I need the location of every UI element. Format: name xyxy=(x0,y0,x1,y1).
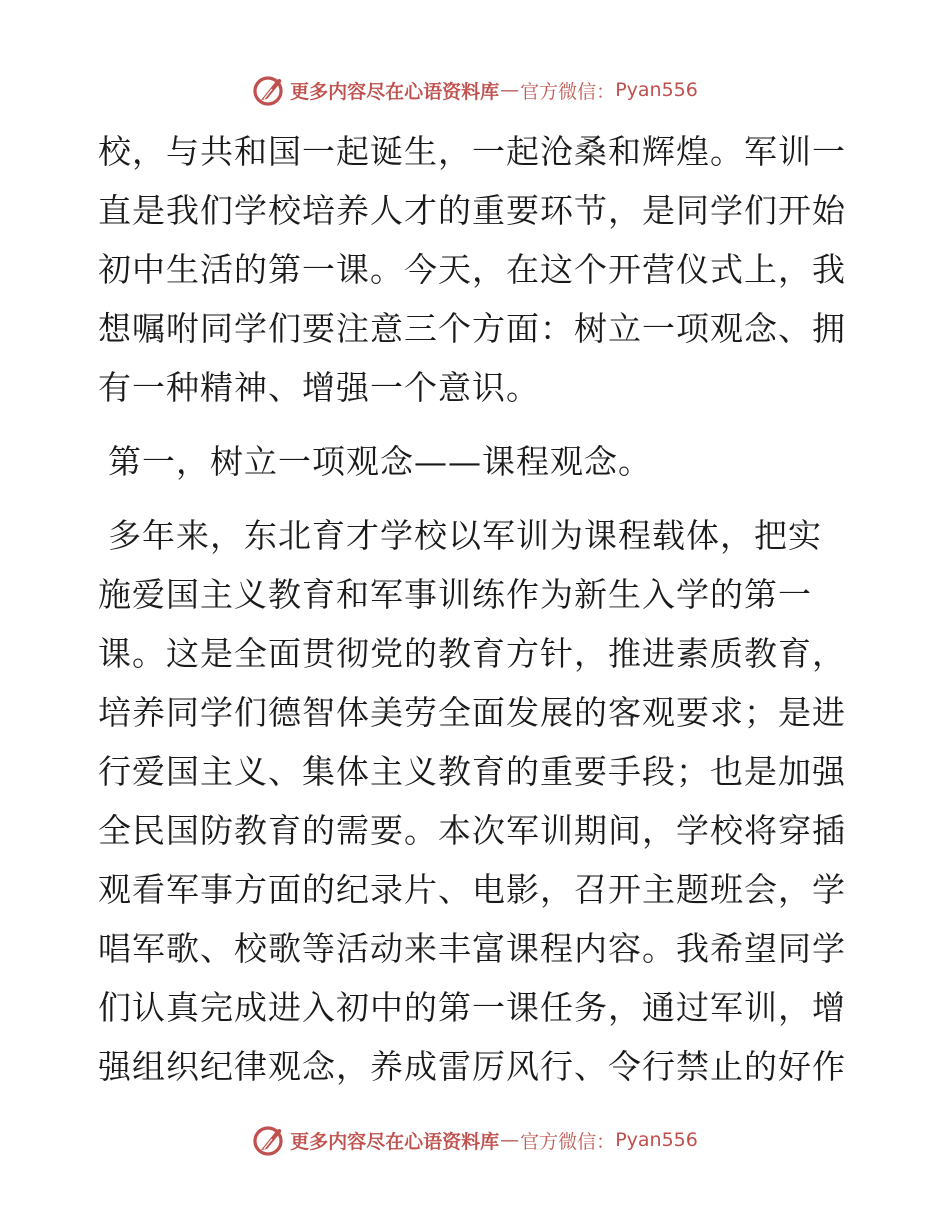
text-line: 校，与共和国一起诞生，一起沧桑和辉煌。军训一 xyxy=(98,132,846,171)
footer-watermark xyxy=(0,1120,950,1160)
text-line: 有一种精神、增强一个意识。 xyxy=(98,368,540,407)
watermark-wechat-id: Pyan556 xyxy=(615,79,698,101)
text-line: 培养同学们德智体美劳全面发展的客观要求；是进 xyxy=(98,693,846,732)
section-heading: 第一，树立一项观念——课程观念。 xyxy=(108,442,652,481)
text-line: 直是我们学校培养人才的重要环节，是同学们开始 xyxy=(98,191,846,230)
watermark-main-text: 更多内容尽在心语资料库 xyxy=(290,1130,500,1153)
text-line: 们认真完成进入初中的第一课任务，通过军训，增 xyxy=(98,988,846,1027)
watermark-main-text: 更多内容尽在心语资料库 xyxy=(290,80,500,103)
text-line: 课。这是全面贯彻党的教育方针，推进素质教育， xyxy=(98,634,846,673)
text-line: 施爱国主义教育和军事训练作为新生入学的第一 xyxy=(98,575,812,614)
text-line: 多年来，东北育才学校以军训为课程载体，把实 xyxy=(108,516,822,555)
text-line: 行爱国主义、集体主义教育的重要手段；也是加强 xyxy=(98,752,846,791)
text-line: 唱军歌、校歌等活动来丰富课程内容。我希望同学 xyxy=(98,929,846,968)
text-line: 全民国防教育的需要。本次军训期间，学校将穿插 xyxy=(98,811,846,850)
quill-logo-icon xyxy=(252,73,286,107)
watermark-wechat-id: Pyan556 xyxy=(615,1129,698,1151)
header-watermark xyxy=(0,70,950,110)
text-line: 强组织纪律观念，养成雷厉风行、令行禁止的好作 xyxy=(98,1047,846,1086)
quill-logo-icon xyxy=(252,1123,286,1157)
text-line: 观看军事方面的纪录片、电影，召开主题班会，学 xyxy=(98,870,846,909)
watermark-dash: — xyxy=(500,1129,520,1151)
document-body xyxy=(98,122,858,1096)
watermark-sub-text: 官方微信： xyxy=(520,80,616,103)
watermark-sub-text: 官方微信： xyxy=(520,1130,616,1153)
text-line: 初中生活的第一课。今天，在这个开营仪式上，我 xyxy=(98,250,846,289)
watermark-dash: — xyxy=(500,79,520,101)
text-line: 想嘱咐同学们要注意三个方面：树立一项观念、拥 xyxy=(98,309,846,348)
